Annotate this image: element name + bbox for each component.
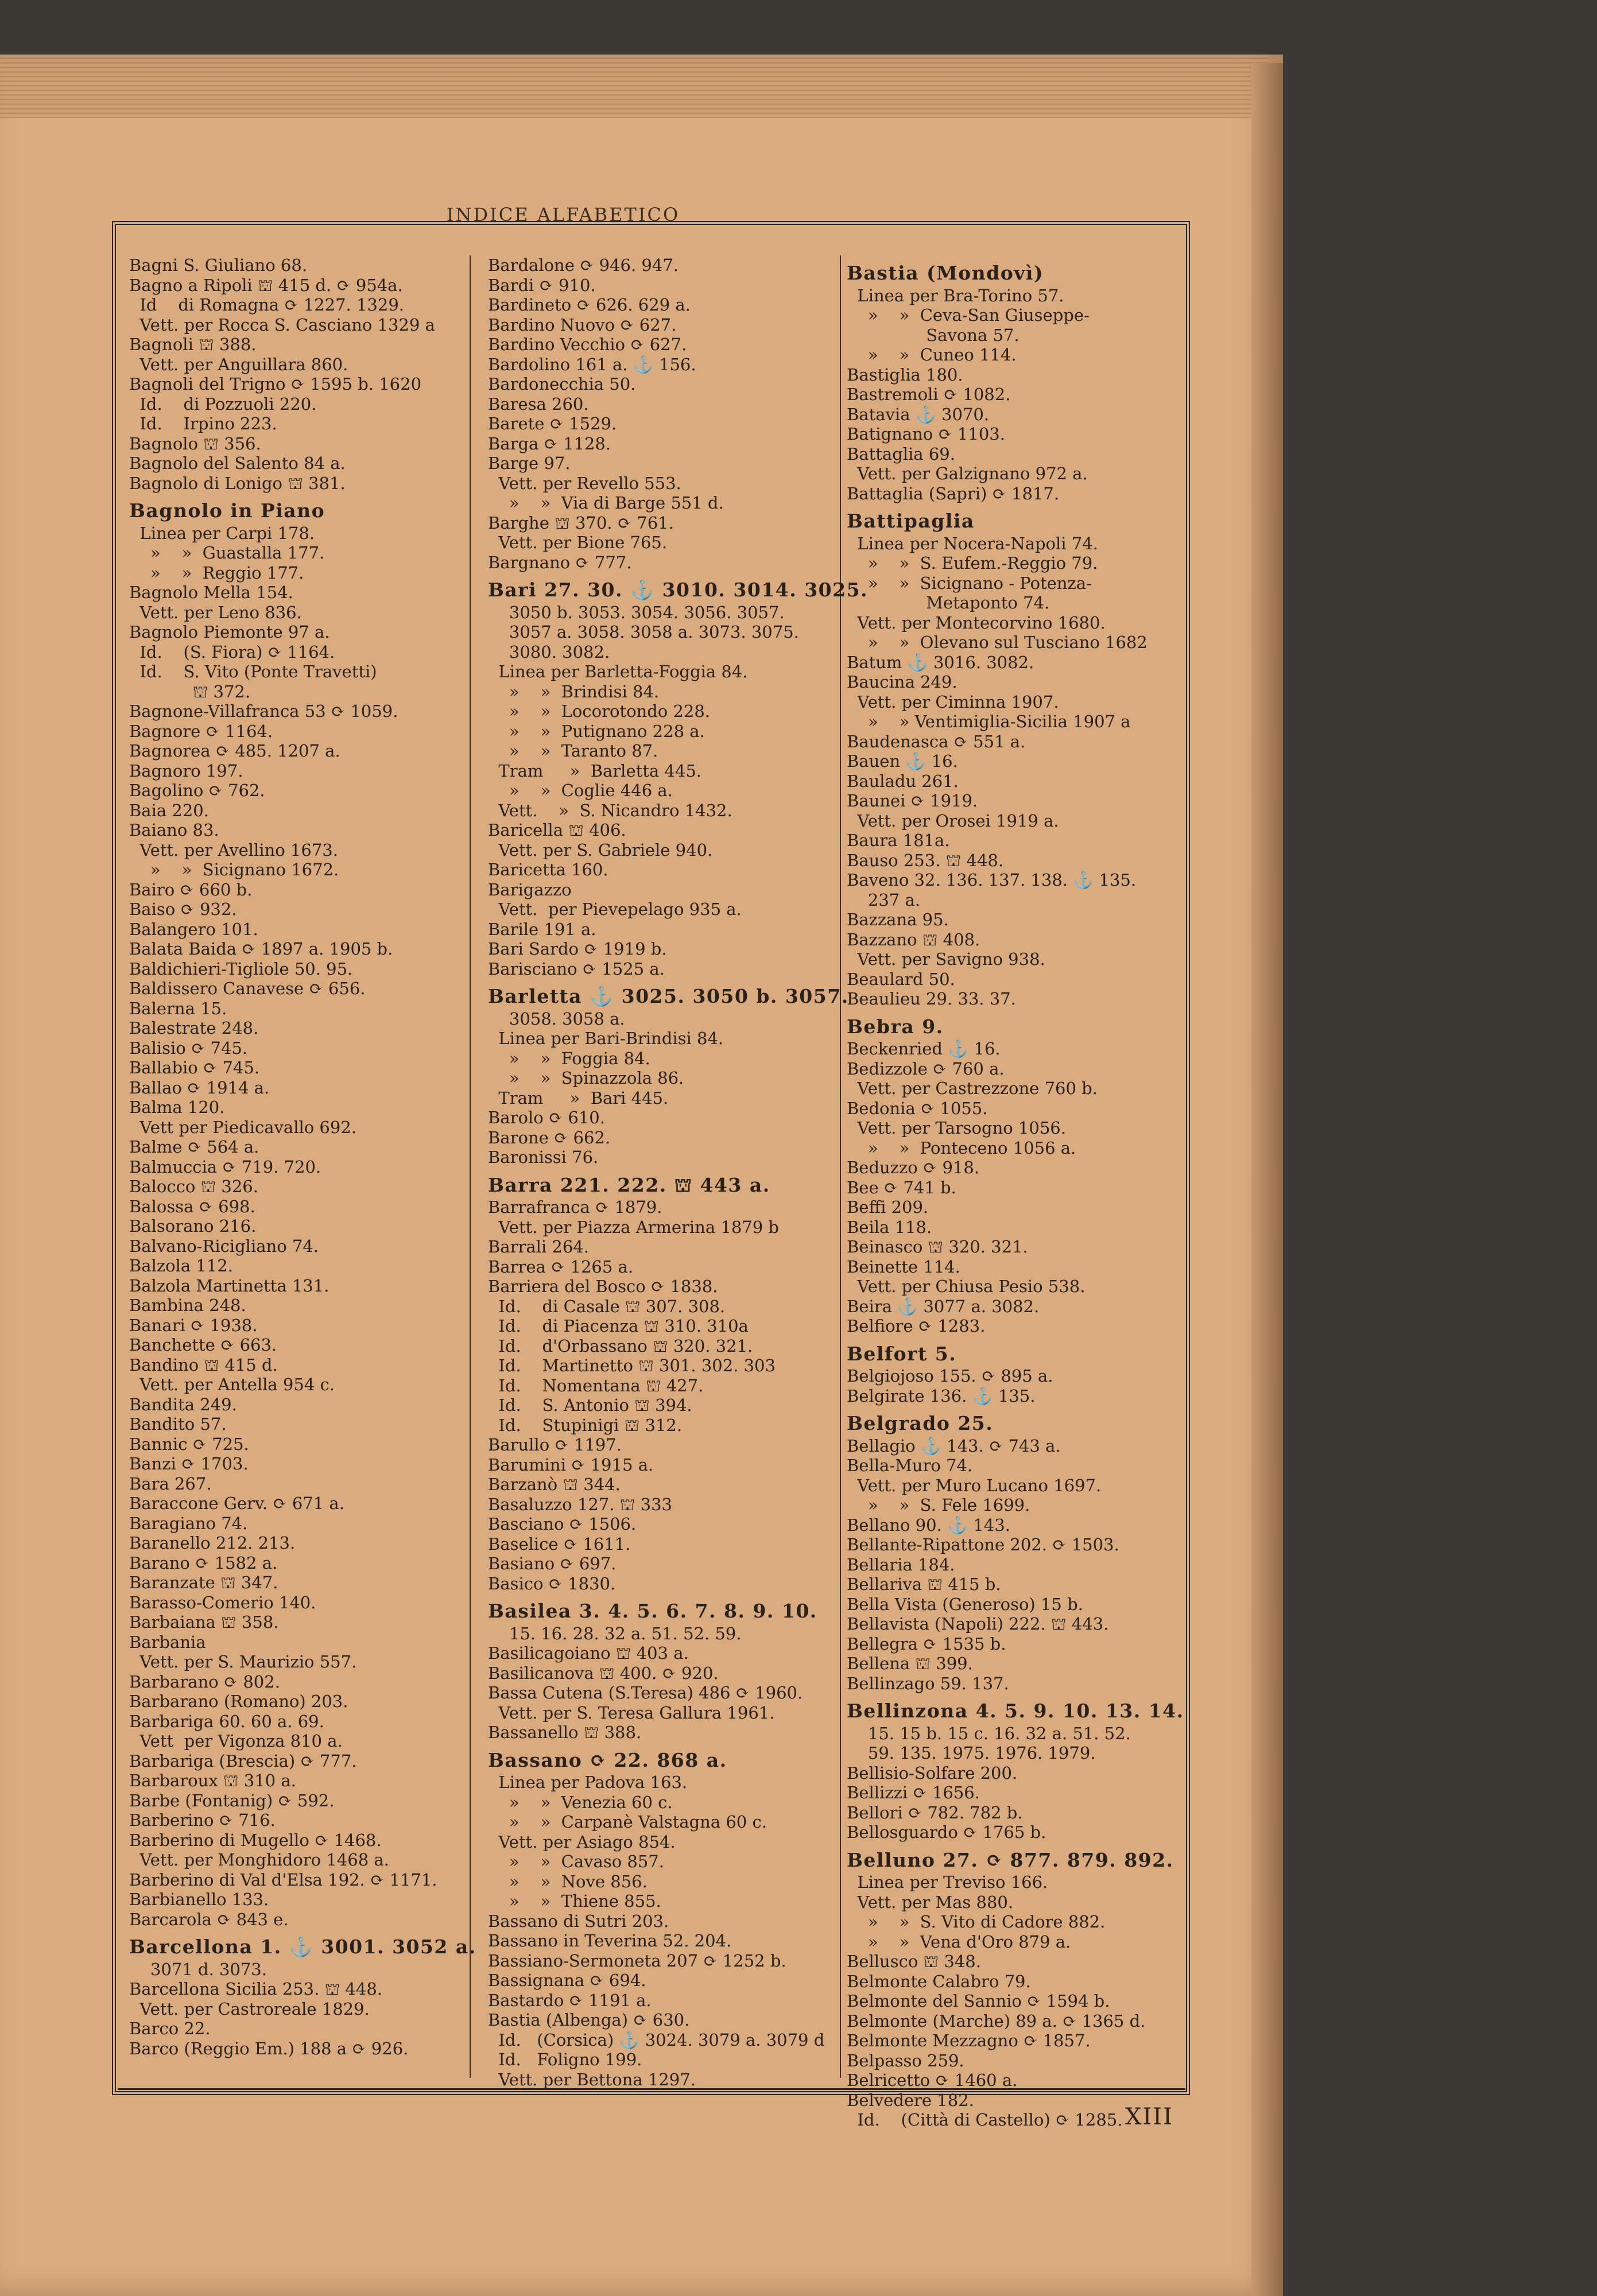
index-entry: Vett. per Mas 880. xyxy=(847,1892,1014,1912)
index-entry: Bassa Cutena (S.Teresa) 486 ⟳ 1960. xyxy=(488,1683,803,1702)
index-heading: Barletta ⚓ 3025. 3050 b. 3057. xyxy=(488,985,849,1007)
index-entry: Linea per Bra-Torino 57. xyxy=(847,285,1064,305)
index-entry: Baselice ⟳ 1611. xyxy=(488,1534,631,1554)
index-entry: Barghe ⛫ 370. ⟳ 761. xyxy=(488,513,674,533)
index-entry: Bazzano ⛫ 408. xyxy=(847,929,980,949)
index-entry: Bellano 90. ⚓ 143. xyxy=(847,1515,1010,1535)
index-entry: Bardonecchia 50. xyxy=(488,374,636,394)
index-entry: Barberino ⟳ 716. xyxy=(129,1810,276,1830)
index-entry: Bagno a Ripoli ⛫ 415 d. ⟳ 954a. xyxy=(129,275,403,295)
index-entry: Basico ⟳ 1830. xyxy=(488,1573,616,1593)
index-entry: Vett. per Montecorvino 1680. xyxy=(847,612,1106,633)
index-entry: Banzi ⟳ 1703. xyxy=(129,1454,249,1473)
index-entry: Bella Vista (Generoso) 15 b. xyxy=(847,1594,1083,1614)
index-entry: Belmonte (Marche) 89 a. ⟳ 1365 d. xyxy=(847,2011,1146,2031)
index-entry: Vett. per Revello 553. xyxy=(488,473,681,493)
index-entry: Baronissi 76. xyxy=(488,1147,599,1167)
index-heading: Barra 221. 222. ⛫ 443 a. xyxy=(488,1173,770,1196)
index-entry: Bastia (Albenga) ⟳ 630. xyxy=(488,2010,690,2030)
index-entry: Id. di Casale ⛫ 307. 308. xyxy=(488,1296,726,1316)
index-entry: Bellori ⟳ 782. 782 b. xyxy=(847,1802,1023,1822)
index-entry: Baunei ⟳ 1919. xyxy=(847,791,978,810)
index-heading: Belgrado 25. xyxy=(847,1412,994,1434)
index-entry: Vett. per Tarsogno 1056. xyxy=(847,1118,1066,1138)
index-entry: Barbarano (Romano) 203. xyxy=(129,1692,348,1711)
index-entry: Bagnoro 197. xyxy=(129,761,243,781)
index-entry: Bannic ⟳ 725. xyxy=(129,1434,249,1454)
index-entry: » » Cuneo 114. xyxy=(847,345,1017,364)
index-entry: Barcarola ⟳ 843 e. xyxy=(129,1909,289,1929)
index-heading: Basilea 3. 4. 5. 6. 7. 8. 9. 10. xyxy=(488,1600,817,1622)
index-entry: Barbariga 60. 60 a. 69. xyxy=(129,1711,324,1731)
index-entry: Vett. per Avellino 1673. xyxy=(129,840,338,860)
index-entry: Belmonte del Sannio ⟳ 1594 b. xyxy=(847,1991,1110,2011)
index-entry: Bandino ⛫ 415 d. xyxy=(129,1355,278,1375)
index-entry: Balma 120. xyxy=(129,1097,225,1117)
index-entry: Vett. per Chiusa Pesio 538. xyxy=(847,1277,1086,1296)
index-entry: Balzola 112. xyxy=(129,1256,233,1275)
index-entry: Balme ⟳ 564 a. xyxy=(129,1137,259,1157)
index-entry: Id. (Città di Castello) ⟳ 1285. xyxy=(847,2110,1123,2130)
page-edges xyxy=(0,55,1269,118)
index-entry: Barbaroux ⛫ 310 a. xyxy=(129,1771,296,1790)
index-entry: Baranzate ⛫ 347. xyxy=(129,1573,278,1592)
index-entry: Balvano-Ricigliano 74. xyxy=(129,1236,319,1256)
index-entry: Belfiore ⟳ 1283. xyxy=(847,1316,986,1336)
index-entry: Bellegra ⟳ 1535 b. xyxy=(847,1634,1006,1654)
index-entry: Id. Martinetto ⛫ 301. 302. 303 xyxy=(488,1356,776,1375)
index-entry: Barbianello 133. xyxy=(129,1890,269,1909)
index-entry: Id. Foligno 199. xyxy=(488,2050,642,2069)
index-entry: Barbe (Fontanig) ⟳ 592. xyxy=(129,1790,335,1810)
index-entry: » » Ceva-San Giuseppe- xyxy=(847,305,1090,325)
index-entry: Bagnoli ⛫ 388. xyxy=(129,335,257,354)
index-entry: Battaglia (Sapri) ⟳ 1817. xyxy=(847,483,1060,503)
index-entry: » » Via di Barge 551 d. xyxy=(488,493,724,513)
index-entry: Bagnolo Piemonte 97 a. xyxy=(129,622,330,642)
page-edge-right xyxy=(1251,63,1283,2296)
index-entry: Barullo ⟳ 1197. xyxy=(488,1435,622,1455)
index-entry: Linea per Bari-Brindisi 84. xyxy=(488,1029,724,1048)
index-entry: Vett per Vigonza 810 a. xyxy=(129,1731,343,1751)
index-entry: Bardino Vecchio ⟳ 627. xyxy=(488,335,687,354)
index-entry: Vett. per Piazza Armerina 1879 b xyxy=(488,1217,779,1237)
index-entry: Savona 57. xyxy=(847,325,1020,345)
index-entry: Bauso 253. ⛫ 448. xyxy=(847,850,1004,870)
index-entry: Belmonte Mezzagno ⟳ 1857. xyxy=(847,2031,1091,2050)
index-entry: » » Guastalla 177. xyxy=(129,543,325,563)
index-entry: Baldichieri-Tigliole 50. 95. xyxy=(129,959,353,979)
index-heading: Belfort 5. xyxy=(847,1342,957,1365)
index-entry: Belvedere 182. xyxy=(847,2090,974,2110)
index-entry: Barga ⟳ 1128. xyxy=(488,433,611,453)
index-entry: 15. 16. 28. 32 a. 51. 52. 59. xyxy=(488,1623,742,1643)
index-heading: Belluno 27. ⟳ 877. 879. 892. xyxy=(847,1848,1174,1871)
index-entry: Baricella ⛫ 406. xyxy=(488,820,626,840)
index-entry: Barberino di Mugello ⟳ 1468. xyxy=(129,1830,382,1850)
page-number: XIII xyxy=(1125,2104,1173,2130)
index-entry: Vett. per S. Teresa Gallura 1961. xyxy=(488,1702,775,1723)
index-entry: Bassignana ⟳ 694. xyxy=(488,1971,646,1990)
index-entry: Bagni S. Giuliano 68. xyxy=(129,255,308,275)
index-entry: Banchette ⟳ 663. xyxy=(129,1335,277,1355)
column-separator xyxy=(470,255,471,2078)
index-entry: Barete ⟳ 1529. xyxy=(488,414,617,433)
index-entry: Bara 267. xyxy=(129,1473,212,1494)
index-entry: » » Vena d'Oro 879 a. xyxy=(847,1932,1071,1952)
index-entry: Balmuccia ⟳ 719. 720. xyxy=(129,1157,321,1177)
index-heading: Bari 27. 30. ⚓ 3010. 3014. 3025. xyxy=(488,579,869,601)
index-heading: Bellinzona 4. 5. 9. 10. 13. 14. xyxy=(847,1700,1184,1722)
index-entry: Barile 191 a. xyxy=(488,919,596,939)
index-entry: ⛫ 372. xyxy=(129,681,251,701)
index-entry: Vett. per Anguillara 860. xyxy=(129,354,348,374)
index-entry: Barrali 264. xyxy=(488,1237,589,1256)
index-entry: Vett. per Bione 765. xyxy=(488,533,668,552)
index-column-2 xyxy=(488,255,869,2089)
index-entry: Balossa ⟳ 698. xyxy=(129,1196,255,1216)
index-entry: Bauladu 261. xyxy=(847,771,959,791)
index-entry: Baricetta 160. xyxy=(488,860,608,879)
index-entry: Baiano 83. xyxy=(129,820,219,840)
index-entry: Bellaria 184. xyxy=(847,1554,955,1574)
index-entry: Id. Nomentana ⛫ 427. xyxy=(488,1375,704,1395)
index-entry: Barigazzo xyxy=(488,879,572,899)
index-entry: Barbania xyxy=(129,1632,206,1652)
index-entry: Barbaiana ⛫ 358. xyxy=(129,1612,279,1632)
index-entry: Beckenried ⚓ 16. xyxy=(847,1039,1001,1058)
index-entry: Bardi ⟳ 910. xyxy=(488,275,596,295)
index-entry: Id. d'Orbassano ⛫ 320. 321. xyxy=(488,1336,753,1356)
index-entry: Linea per Treviso 166. xyxy=(847,1872,1048,1892)
index-entry: Bassano di Sutri 203. xyxy=(488,1911,669,1931)
index-entry: Tram » Bari 445. xyxy=(488,1088,669,1108)
index-entry: Bellena ⛫ 399. xyxy=(847,1654,973,1673)
index-entry: Barumini ⟳ 1915 a. xyxy=(488,1455,654,1475)
index-entry: Basciano ⟳ 1506. xyxy=(488,1514,637,1534)
index-entry: Barone ⟳ 662. xyxy=(488,1127,611,1147)
index-entry: Basilicagoiano ⛫ 403 a. xyxy=(488,1643,689,1663)
index-entry: Bellisio-Solfare 200. xyxy=(847,1763,1018,1783)
index-entry: Balangero 101. xyxy=(129,919,258,939)
index-entry: Bazzana 95. xyxy=(847,910,949,929)
index-entry: Baldissero Canavese ⟳ 656. xyxy=(129,979,366,998)
index-entry: Bardalone ⟳ 946. 947. xyxy=(488,255,679,275)
index-heading: Bassano ⟳ 22. 868 a. xyxy=(488,1748,727,1771)
index-entry: Balata Baida ⟳ 1897 a. 1905 b. xyxy=(129,939,393,959)
index-entry: Balsorano 216. xyxy=(129,1216,257,1236)
index-entry: Barisciano ⟳ 1525 a. xyxy=(488,959,665,979)
index-entry: Id. S. Antonio ⛫ 394. xyxy=(488,1395,692,1415)
index-entry: Barrea ⟳ 1265 a. xyxy=(488,1256,634,1277)
index-entry: Bargnano ⟳ 777. xyxy=(488,552,632,572)
index-entry: Bellusco ⛫ 348. xyxy=(847,1952,981,1971)
index-entry: Bedonia ⟳ 1055. xyxy=(847,1098,988,1118)
index-entry: » » S. Vito di Cadore 882. xyxy=(847,1912,1106,1932)
index-entry: 59. 135. 1975. 1976. 1979. xyxy=(847,1743,1096,1763)
index-entry: Bee ⟳ 741 b. xyxy=(847,1177,956,1197)
index-heading: Bebra 9. xyxy=(847,1015,944,1038)
index-entry: Bellagio ⚓ 143. ⟳ 743 a. xyxy=(847,1436,1061,1456)
index-entry: Beduzzo ⟳ 918. xyxy=(847,1158,980,1177)
index-entry: Barco 22. xyxy=(129,2019,211,2038)
index-entry: Id. (S. Fiora) ⟳ 1164. xyxy=(129,642,335,662)
index-entry: Metaponto 74. xyxy=(847,593,1050,612)
index-entry: » » Locorotondo 228. xyxy=(488,701,711,721)
index-heading: Bagnolo in Piano xyxy=(129,499,325,522)
index-entry: Belpasso 259. xyxy=(847,2050,964,2070)
index-entry: Baraccone Gerv. ⟳ 671 a. xyxy=(129,1494,344,1513)
index-entry: » » Ventimiglia-Sicilia 1907 a xyxy=(847,712,1131,731)
index-entry: Batignano ⟳ 1103. xyxy=(847,424,1005,444)
index-entry: Barco (Reggio Em.) 188 a ⟳ 926. xyxy=(129,2038,409,2058)
index-entry: » » Coglie 446 a. xyxy=(488,781,673,800)
index-entry: Id. Stupinigi ⛫ 312. xyxy=(488,1415,683,1435)
index-entry: Baudenasca ⟳ 551 a. xyxy=(847,731,1026,751)
index-entry: Id. S. Vito (Ponte Travetti) xyxy=(129,662,377,681)
index-entry: » » Putignano 228 a. xyxy=(488,721,705,741)
index-entry: Belgiojoso 155. ⟳ 895 a. xyxy=(847,1366,1053,1386)
index-entry: Linea per Barletta-Foggia 84. xyxy=(488,662,748,681)
index-entry: Vett. per Monghidoro 1468 a. xyxy=(129,1850,389,1870)
index-entry: Bardolino 161 a. ⚓ 156. xyxy=(488,354,696,374)
index-entry: » » Spinazzola 86. xyxy=(488,1068,684,1088)
index-entry: Beinasco ⛫ 320. 321. xyxy=(847,1237,1028,1256)
index-entry: 3057 a. 3058. 3058 a. 3073. 3075. xyxy=(488,622,799,642)
index-entry: Beila 118. xyxy=(847,1217,932,1237)
index-entry: Barano ⟳ 1582 a. xyxy=(129,1553,278,1573)
index-entry: Bellizzi ⟳ 1656. xyxy=(847,1783,980,1802)
index-entry: Bassano in Teverina 52. 204. xyxy=(488,1931,732,1950)
index-entry: Barolo ⟳ 610. xyxy=(488,1108,605,1127)
index-entry: Barrafranca ⟳ 1879. xyxy=(488,1197,662,1217)
index-entry: Baranello 212. 213. xyxy=(129,1533,296,1553)
index-entry: Banari ⟳ 1938. xyxy=(129,1315,258,1335)
index-entry: Bassanello ⛫ 388. xyxy=(488,1723,642,1742)
index-entry: Bagnorea ⟳ 485. 1207 a. xyxy=(129,741,340,761)
index-column-1 xyxy=(129,255,476,2081)
index-heading: Battipaglia xyxy=(847,510,975,532)
index-entry: Barzanò ⛫ 344. xyxy=(488,1475,621,1494)
index-entry: » » Taranto 87. xyxy=(488,741,658,761)
index-entry: Belgirate 136. ⚓ 135. xyxy=(847,1386,1036,1406)
index-entry: Bellosguardo ⟳ 1765 b. xyxy=(847,1822,1046,1842)
index-entry: Id di Romagna ⟳ 1227. 1329. xyxy=(129,295,404,315)
index-entry: Bagnone-Villafranca 53 ⟳ 1059. xyxy=(129,701,398,721)
index-heading: Barcellona 1. ⚓ 3001. 3052 a. xyxy=(129,1936,476,1958)
index-entry: Bellariva ⛫ 415 b. xyxy=(847,1574,1001,1594)
index-entry: Id. di Piacenza ⛫ 310. 310a xyxy=(488,1316,749,1336)
index-entry: » » Nove 856. xyxy=(488,1871,648,1891)
index-entry: Basilicanova ⛫ 400. ⟳ 920. xyxy=(488,1663,719,1683)
index-entry: Linea per Padova 163. xyxy=(488,1773,688,1792)
index-entry: Baveno 32. 136. 137. 138. ⚓ 135. xyxy=(847,870,1137,890)
index-entry: Vett. per Castrezzone 760 b. xyxy=(847,1079,1098,1098)
index-entry: » » Carpanè Valstagna 60 c. xyxy=(488,1812,767,1832)
index-entry: Vett. per Orosei 1919 a. xyxy=(847,810,1059,831)
index-heading: Bastia (Mondovì) xyxy=(847,262,1044,284)
index-entry: Vett. per Leno 836. xyxy=(129,602,302,622)
index-entry: Vett. per Pievepelago 935 a. xyxy=(488,899,742,919)
index-entry: Batum ⚓ 3016. 3082. xyxy=(847,652,1034,672)
index-entry: Vett per Piedicavallo 692. xyxy=(129,1117,357,1137)
index-entry: » » Ponteceno 1056 a. xyxy=(847,1138,1076,1158)
index-entry: Barbariga (Brescia) ⟳ 777. xyxy=(129,1751,357,1771)
index-entry: Linea per Carpi 178. xyxy=(129,523,315,543)
index-entry: Bauen ⚓ 16. xyxy=(847,751,958,771)
index-entry: Vett. per Asiago 854. xyxy=(488,1832,676,1852)
index-entry: Basaluzzo 127. ⛫ 333 xyxy=(488,1494,672,1514)
index-entry: Bastardo ⟳ 1191 a. xyxy=(488,1990,652,2010)
index-entry: Batavia ⚓ 3070. xyxy=(847,404,990,424)
index-entry: Beinette 114. xyxy=(847,1256,960,1277)
index-entry: Balocco ⛫ 326. xyxy=(129,1177,258,1196)
index-entry: Bandito 57. xyxy=(129,1414,227,1434)
index-entry: Vett. per Savigno 938. xyxy=(847,949,1045,969)
index-entry: Baragiano 74. xyxy=(129,1513,248,1533)
index-entry: » » Reggio 177. xyxy=(129,563,304,583)
index-entry: Bairo ⟳ 660 b. xyxy=(129,879,253,899)
index-entry: » » Olevano sul Tusciano 1682 xyxy=(847,633,1148,652)
index-entry: Bari Sardo ⟳ 1919 b. xyxy=(488,939,667,959)
index-entry: Baura 181a. xyxy=(847,831,950,850)
index-entry: Bagnoli del Trigno ⟳ 1595 b. 1620 xyxy=(129,374,422,394)
index-entry: Balerna 15. xyxy=(129,998,227,1018)
page-header: INDICE ALFABETICO xyxy=(446,204,680,226)
index-entry: 3080. 3082. xyxy=(488,642,610,662)
index-entry: » » Venezia 60 c. xyxy=(488,1792,673,1812)
index-entry: Beaulieu 29. 33. 37. xyxy=(847,989,1016,1009)
index-entry: Beaulard 50. xyxy=(847,969,955,989)
index-entry: Vett. per Bettona 1297. xyxy=(488,2069,696,2089)
index-entry: Vett. per S. Gabriele 940. xyxy=(488,840,713,860)
index-entry: » » Brindisi 84. xyxy=(488,681,660,701)
index-entry: Bagnolo del Salento 84 a. xyxy=(129,453,346,473)
index-entry: Bardino Nuovo ⟳ 627. xyxy=(488,315,677,335)
index-entry: Id. di Pozzuoli 220. xyxy=(129,394,317,414)
index-entry: » » S. Eufem.-Reggio 79. xyxy=(847,553,1098,573)
index-entry: 15. 15 b. 15 c. 16. 32 a. 51. 52. xyxy=(847,1723,1131,1743)
index-entry: Bagnolo di Lonigo ⛫ 381. xyxy=(129,473,346,493)
index-entry: » » S. Fele 1699. xyxy=(847,1495,1030,1515)
index-entry: » » Sicignano 1672. xyxy=(129,860,339,879)
index-entry: Ballao ⟳ 1914 a. xyxy=(129,1077,270,1097)
index-entry: Baiso ⟳ 932. xyxy=(129,899,237,919)
index-entry: Vett. per S. Maurizio 557. xyxy=(129,1652,357,1671)
index-entry: 3071 d. 3073. xyxy=(129,1959,267,1979)
index-entry: Belricetto ⟳ 1460 a. xyxy=(847,2070,1018,2090)
index-entry: Beffi 209. xyxy=(847,1197,929,1217)
index-entry: Bastiglia 180. xyxy=(847,364,963,385)
index-entry: Bastremoli ⟳ 1082. xyxy=(847,385,1011,404)
index-entry: Baia 220. xyxy=(129,800,209,820)
index-entry: Id. (Corsica) ⚓ 3024. 3079 a. 3079 d xyxy=(488,2030,825,2050)
index-entry: Barberino di Val d'Elsa 192. ⟳ 1171. xyxy=(129,1870,437,1890)
index-entry: Barriera del Bosco ⟳ 1838. xyxy=(488,1277,718,1296)
index-entry: Bellavista (Napoli) 222. ⛫ 443. xyxy=(847,1614,1109,1634)
index-entry: Balestrate 248. xyxy=(129,1018,259,1038)
index-entry: Bellinzago 59. 137. xyxy=(847,1673,1009,1693)
index-entry: Bardineto ⟳ 626. 629 a. xyxy=(488,295,691,315)
index-entry: » » Sicignano - Potenza- xyxy=(847,573,1092,593)
index-entry: Bambina 248. xyxy=(129,1296,246,1315)
index-entry: Vett. » S. Nicandro 1432. xyxy=(488,800,732,820)
index-entry: Baucina 249. xyxy=(847,672,958,692)
index-entry: Beira ⚓ 3077 a. 3082. xyxy=(847,1296,1040,1316)
index-entry: Battaglia 69. xyxy=(847,444,955,464)
index-entry: Basiano ⟳ 697. xyxy=(488,1554,617,1573)
index-entry: Bagolino ⟳ 762. xyxy=(129,781,265,800)
index-entry: Bandita 249. xyxy=(129,1394,237,1414)
index-entry: Bellante-Ripattone 202. ⟳ 1503. xyxy=(847,1535,1119,1554)
index-entry: Barbarano ⟳ 802. xyxy=(129,1671,280,1692)
index-entry: » » Cavaso 857. xyxy=(488,1852,664,1871)
index-entry: Bedizzole ⟳ 760 a. xyxy=(847,1058,1005,1079)
index-entry: Bagnolo ⛫ 356. xyxy=(129,433,261,453)
index-entry: Balisio ⟳ 745. xyxy=(129,1038,248,1058)
index-entry: Id. Irpino 223. xyxy=(129,414,277,433)
index-entry: 3050 b. 3053. 3054. 3056. 3057. xyxy=(488,602,785,622)
index-entry: Vett. per Muro Lucano 1697. xyxy=(847,1475,1102,1495)
index-entry: Barasso-Comerio 140. xyxy=(129,1592,316,1612)
index-entry: 237 a. xyxy=(847,890,920,910)
index-entry: Vett. per Antella 954 c. xyxy=(129,1375,335,1394)
index-entry: Bassiano-Sermoneta 207 ⟳ 1252 b. xyxy=(488,1950,786,1971)
index-entry: Linea per Nocera-Napoli 74. xyxy=(847,533,1098,553)
index-entry: Belmonte Calabro 79. xyxy=(847,1971,1031,1991)
index-entry: Balzola Martinetta 131. xyxy=(129,1275,330,1296)
index-entry: Vett. per Rocca S. Casciano 1329 a xyxy=(129,315,435,335)
index-entry: Barge 97. xyxy=(488,453,571,473)
index-entry: Bella-Muro 74. xyxy=(847,1456,973,1475)
index-entry: Ballabio ⟳ 745. xyxy=(129,1058,260,1077)
index-entry: Bagnore ⟳ 1164. xyxy=(129,721,273,741)
index-entry: Barcellona Sicilia 253. ⛫ 448. xyxy=(129,1979,383,1999)
index-entry: Bagnolo Mella 154. xyxy=(129,583,293,602)
index-entry: » » Foggia 84. xyxy=(488,1048,650,1068)
index-entry: Vett. per Ciminna 1907. xyxy=(847,692,1059,712)
index-entry: Vett. per Galzignano 972 a. xyxy=(847,464,1088,483)
index-entry: Baresa 260. xyxy=(488,394,589,414)
index-entry: 3058. 3058 a. xyxy=(488,1009,625,1029)
index-entry: Tram » Barletta 445. xyxy=(488,761,701,781)
index-entry: » » Thiene 855. xyxy=(488,1891,661,1911)
index-entry: Vett. per Castroreale 1829. xyxy=(129,1999,370,2019)
